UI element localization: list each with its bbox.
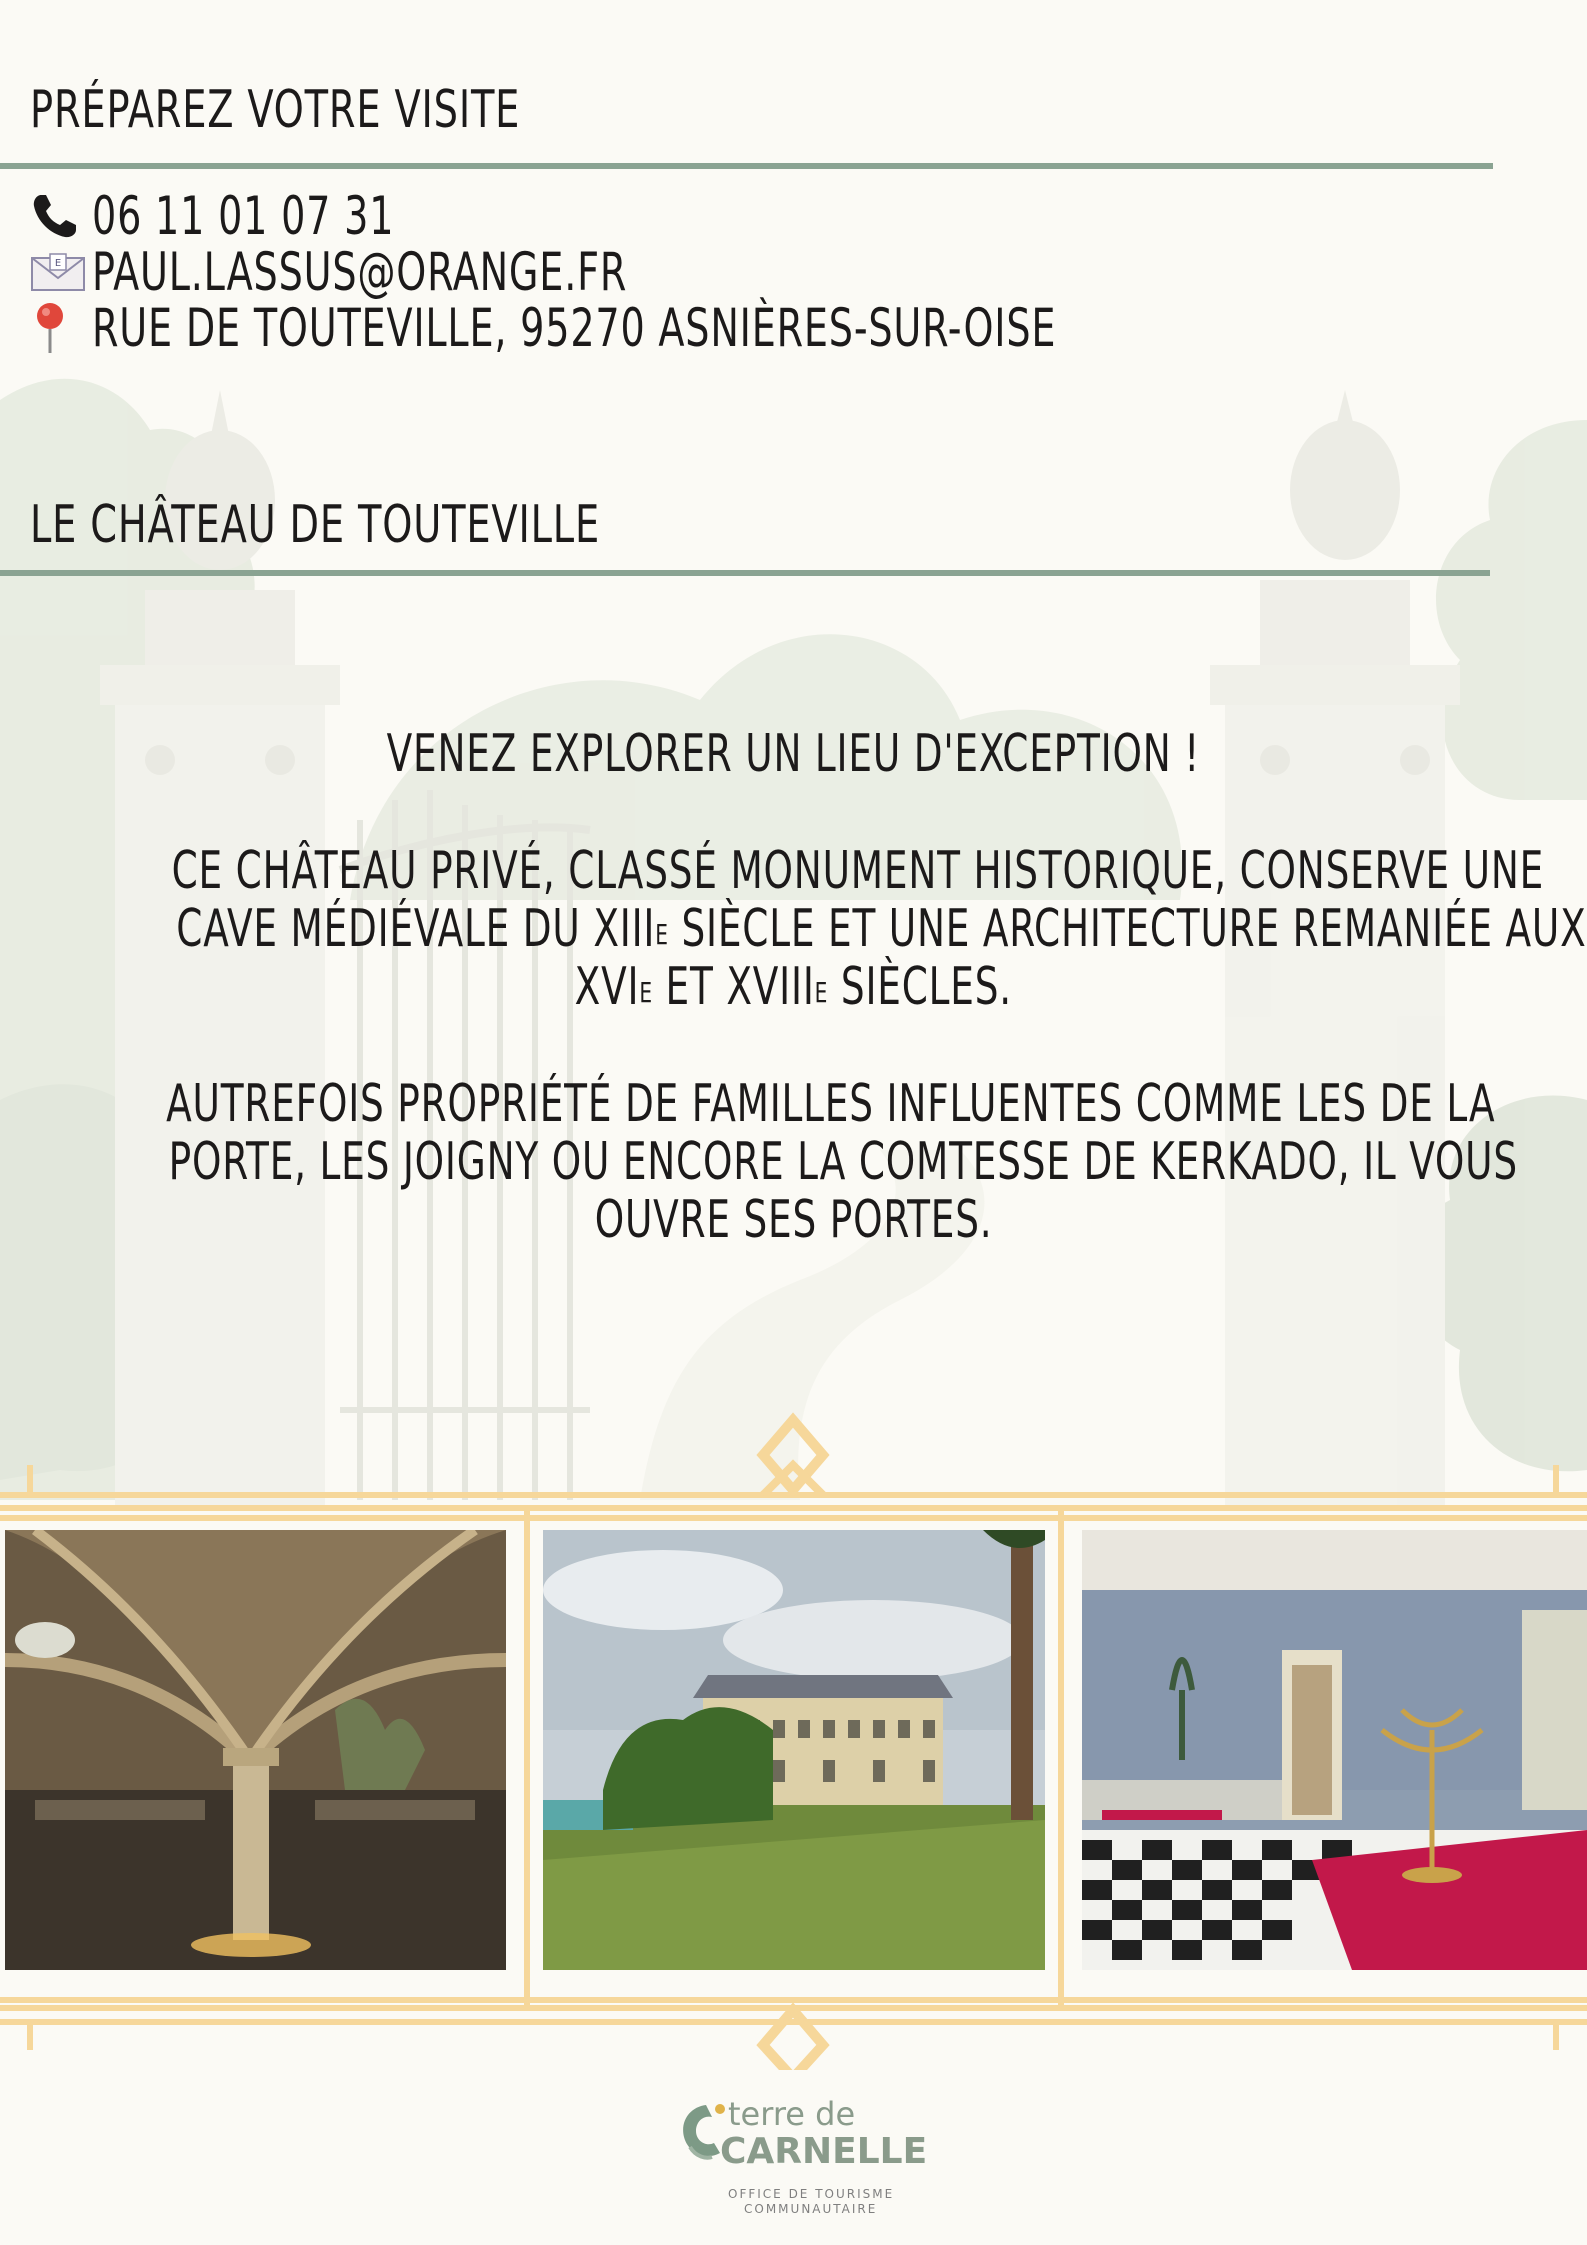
visit-heading: PRÉPAREZ VOTRE VISITE bbox=[30, 80, 521, 140]
svg-text:E: E bbox=[54, 258, 62, 269]
email-address[interactable]: PAUL.LASSUS@ORANGE.FR bbox=[92, 241, 628, 303]
history-line-1: CE CHÂTEAU PRIVÉ, CLASSÉ MONUMENT HISTORIQUE, CONSERVE UNE bbox=[171, 841, 1545, 901]
phone-row bbox=[30, 185, 1297, 247]
address-row bbox=[30, 297, 1297, 359]
phone-number[interactable]: 06 11 01 07 31 bbox=[92, 185, 395, 247]
chateau-photo bbox=[543, 1530, 1045, 1970]
address: RUE DE TOUTEVILLE, 95270 ASNIÈRES-SUR-OISE bbox=[92, 297, 1057, 359]
history-paragraph bbox=[0, 842, 1587, 1016]
ordinal-suffix: E bbox=[814, 976, 829, 1009]
logo-subtitle-2: COMMUNAUTAIRE bbox=[744, 2202, 878, 2216]
history-line-3 bbox=[575, 958, 1012, 1016]
ordinal-suffix: E bbox=[655, 918, 669, 951]
logo-line-2: CARNELLE bbox=[720, 2131, 928, 2172]
history-line-2-part-a: CAVE MÉDIÉVALE DU XIII bbox=[176, 899, 656, 959]
history-line-3-part-a: XVI bbox=[574, 957, 640, 1017]
envelope-icon bbox=[30, 247, 92, 297]
history-line-2 bbox=[176, 900, 1586, 958]
map-pin-icon bbox=[30, 303, 92, 353]
chateau-divider bbox=[0, 570, 1490, 576]
intro-line: VENEZ EXPLORER UN LIEU D'EXCEPTION ! bbox=[386, 724, 1201, 784]
telephone-receiver-icon bbox=[30, 191, 92, 241]
salon-photo bbox=[1082, 1530, 1587, 1970]
history-line-2-part-b: SIÈCLE ET UNE ARCHITECTURE REMANIÉE AUX bbox=[668, 899, 1587, 959]
owners-line-2: PORTE, LES JOIGNY OU ENCORE LA COMTESSE DE KERKADO, IL VOUS bbox=[168, 1132, 1518, 1192]
intro-paragraph bbox=[0, 725, 1587, 783]
ordinal-suffix: E bbox=[639, 976, 654, 1009]
cellar-photo bbox=[5, 1530, 506, 1970]
owners-paragraph bbox=[0, 1075, 1587, 1249]
owners-line-3: OUVRE SES PORTES. bbox=[594, 1190, 993, 1250]
email-row bbox=[30, 241, 1297, 303]
chateau-heading: LE CHÂTEAU DE TOUTEVILLE bbox=[30, 495, 601, 555]
history-line-3-part-c: SIÈCLES. bbox=[828, 957, 1013, 1017]
terre-de-carnelle-logo bbox=[676, 2093, 928, 2223]
logo-subtitle-1: OFFICE DE TOURISME bbox=[728, 2187, 895, 2201]
logo-line-1: terre de bbox=[728, 2095, 856, 2133]
visit-divider bbox=[0, 163, 1493, 169]
contact-block bbox=[30, 185, 1297, 359]
history-line-3-part-b: ET XVIII bbox=[653, 957, 815, 1017]
owners-line-1: AUTREFOIS PROPRIÉTÉ DE FAMILLES INFLUENTES COMME LES DE LA bbox=[166, 1074, 1496, 1134]
